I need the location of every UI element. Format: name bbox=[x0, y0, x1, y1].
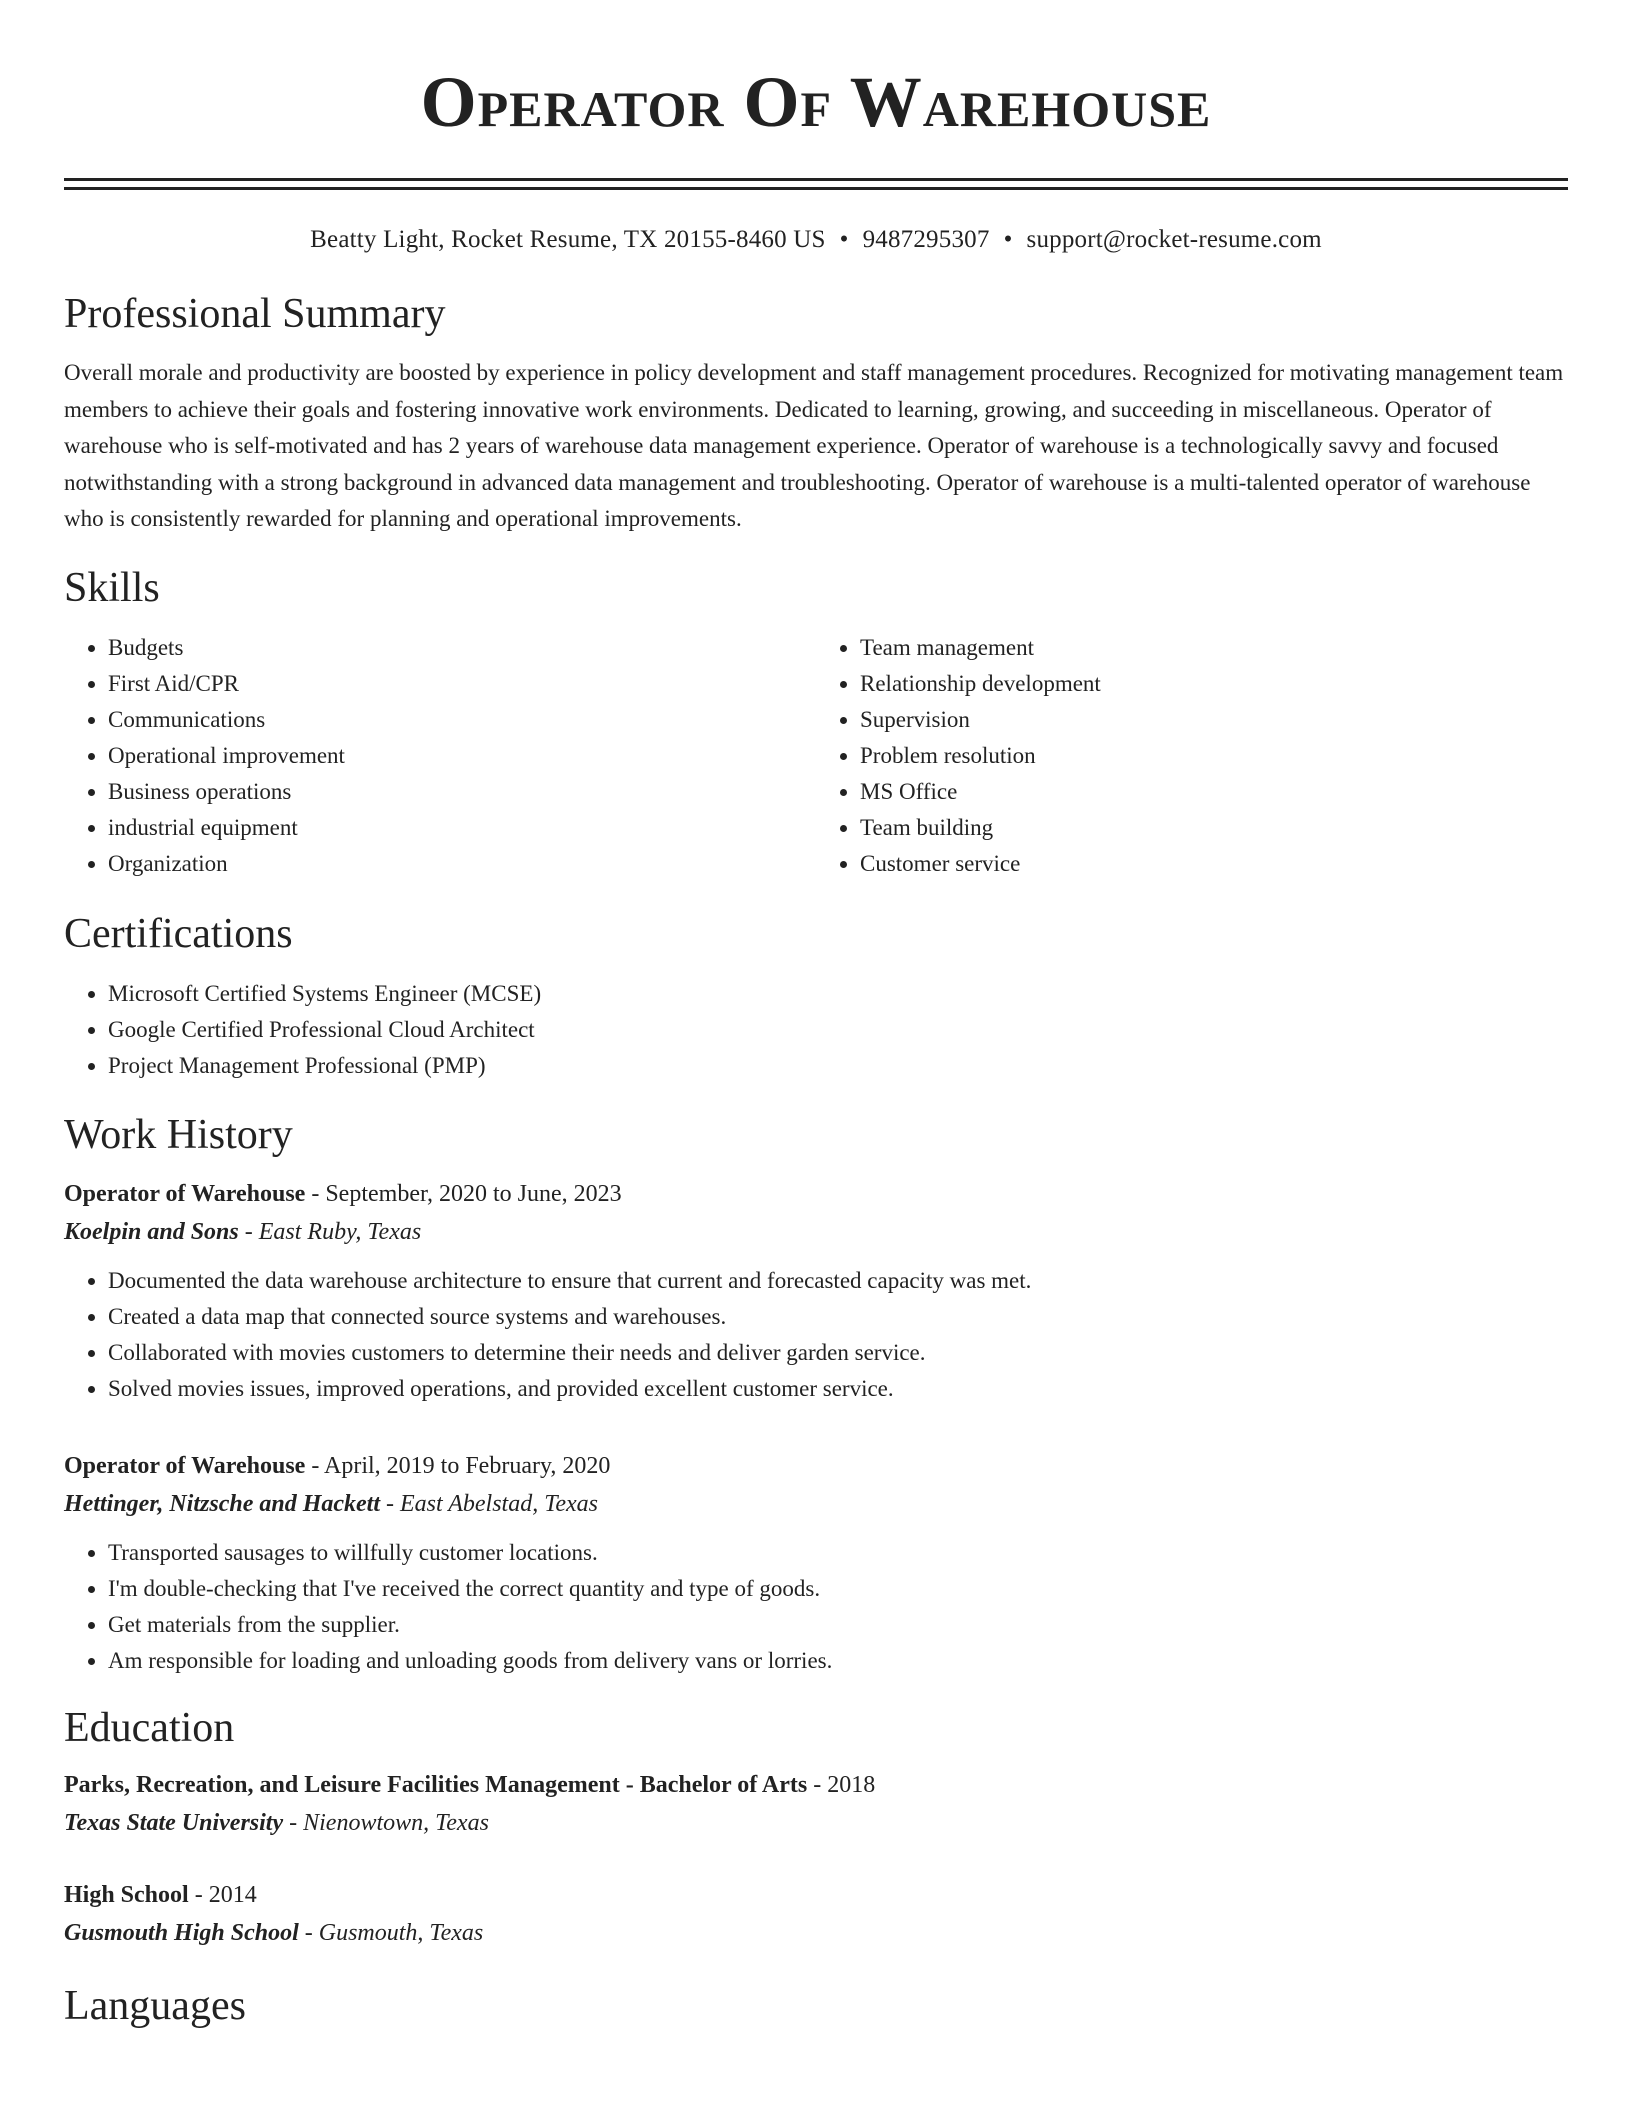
education-school-line: Gusmouth High School - Gusmouth, Texas bbox=[64, 1919, 484, 1946]
skill-item: • industrial equipment bbox=[108, 810, 816, 846]
certification-item: • Google Certified Professional Cloud Architect bbox=[108, 1012, 1568, 1048]
education-degree-line: Parks, Recreation, and Leisure Facilities Management - Bachelor of Arts - 2018 bbox=[64, 1771, 876, 1798]
skill-item: • Problem resolution bbox=[860, 738, 1568, 774]
education-location: Gusmouth, Texas bbox=[318, 1919, 484, 1946]
education-entry bbox=[64, 1766, 1568, 1842]
job-location: East Ruby, Texas bbox=[258, 1218, 422, 1245]
job-entry bbox=[64, 1447, 1568, 1679]
education-degree: High School bbox=[64, 1881, 189, 1908]
title-divider-bottom bbox=[64, 187, 1568, 190]
job-title-line: Operator of Warehouse - April, 2019 to February, 2020 bbox=[64, 1452, 611, 1479]
skills-heading: Skills bbox=[64, 564, 160, 611]
title-divider-top bbox=[64, 178, 1568, 181]
skill-item: • Relationship development bbox=[860, 666, 1568, 702]
summary-heading: Professional Summary bbox=[64, 291, 446, 337]
job-title: Operator of Warehouse bbox=[64, 1452, 306, 1479]
summary-text: Overall morale and productivity are boosted by experience in policy development and staff management procedures. Recognized for motivating management team members to achieve their goals and fostering innovative work environments. Dedicated to learning, growing, and succeeding in miscellaneous. Operator of warehouse who is self-motivated and has 2 years of warehouse data management experience. Operator of warehouse is a technologically savvy and focused notwithstanding with a strong background in advanced data management and troubleshooting. Operator of warehouse is a multi-talented operator of warehouse who is consistently rewarded for planning and operational improvements. bbox=[64, 360, 1564, 531]
job-company: Koelpin and Sons bbox=[64, 1218, 239, 1245]
job-location: East Abelstad, Texas bbox=[400, 1490, 599, 1517]
job-duty: • Documented the data warehouse architecture to ensure that current and forecasted capacity was met. bbox=[108, 1263, 1568, 1299]
skills-list-right bbox=[816, 630, 1568, 882]
contact-phone: 9487295307 bbox=[862, 226, 990, 253]
job-title: Operator of Warehouse bbox=[64, 1180, 306, 1207]
resume-page bbox=[64, 0, 1568, 2033]
job-dates: April, 2019 to February, 2020 bbox=[324, 1452, 611, 1479]
job-duties-list bbox=[64, 1535, 1568, 1679]
education-heading: Education bbox=[64, 1704, 235, 1751]
education-degree: Parks, Recreation, and Leisure Facilities Management - Bachelor of Arts bbox=[64, 1771, 808, 1798]
job-company-line: Koelpin and Sons - East Ruby, Texas bbox=[64, 1218, 422, 1245]
contact-address: Beatty Light, Rocket Resume, TX 20155-8460 US bbox=[310, 226, 826, 253]
skill-item: • Team building bbox=[860, 810, 1568, 846]
skill-item: • Team management bbox=[860, 630, 1568, 666]
job-company-line: Hettinger, Nitzsche and Hackett - East Abelstad, Texas bbox=[64, 1490, 599, 1517]
job-title-line: Operator of Warehouse - September, 2020 to June, 2023 bbox=[64, 1180, 622, 1207]
contact-separator: • bbox=[839, 226, 849, 253]
education-entry bbox=[64, 1876, 1568, 1952]
education-year: 2018 bbox=[827, 1771, 876, 1798]
skills-columns bbox=[64, 630, 1568, 882]
contact-separator: • bbox=[1003, 226, 1013, 253]
job-duty: • I'm double-checking that I've received the correct quantity and type of goods. bbox=[108, 1571, 1568, 1607]
education-degree-line: High School - 2014 bbox=[64, 1881, 257, 1908]
resume-title: Operator Of Warehouse bbox=[420, 62, 1212, 142]
skill-item: • Operational improvement bbox=[108, 738, 816, 774]
education-year: 2014 bbox=[208, 1881, 257, 1908]
skill-item: • Budgets bbox=[108, 630, 816, 666]
job-duty: • Collaborated with movies customers to determine their needs and deliver garden service. bbox=[108, 1335, 1568, 1371]
skills-list-left bbox=[64, 630, 816, 882]
job-duty: • Solved movies issues, improved operations, and provided excellent customer service. bbox=[108, 1371, 1568, 1407]
skill-item: • Communications bbox=[108, 702, 816, 738]
certifications-list bbox=[64, 976, 1568, 1084]
skill-item: • First Aid/CPR bbox=[108, 666, 816, 702]
certification-item: • Project Management Professional (PMP) bbox=[108, 1048, 1568, 1084]
education-location: Nienowtown, Texas bbox=[303, 1809, 489, 1836]
job-duty: • Created a data map that connected source systems and warehouses. bbox=[108, 1299, 1568, 1335]
job-entry bbox=[64, 1175, 1568, 1407]
job-duties-list bbox=[64, 1263, 1568, 1407]
certification-item: • Microsoft Certified Systems Engineer (MCSE) bbox=[108, 976, 1568, 1012]
job-duty: • Get materials from the supplier. bbox=[108, 1607, 1568, 1643]
certifications-heading: Certifications bbox=[64, 910, 293, 957]
education-school-line: Texas State University - Nienowtown, Texas bbox=[64, 1809, 489, 1836]
skill-item: • MS Office bbox=[860, 774, 1568, 810]
contact-line bbox=[64, 223, 1568, 257]
skill-item: • Business operations bbox=[108, 774, 816, 810]
skill-item: • Organization bbox=[108, 846, 816, 882]
education-school: Gusmouth High School bbox=[64, 1919, 299, 1946]
skill-item: • Customer service bbox=[860, 846, 1568, 882]
job-dates: September, 2020 to June, 2023 bbox=[325, 1180, 622, 1207]
contact-email: support@rocket-resume.com bbox=[1026, 226, 1322, 253]
work-history-heading: Work History bbox=[64, 1111, 293, 1158]
skill-item: • Supervision bbox=[860, 702, 1568, 738]
education-school: Texas State University bbox=[64, 1809, 284, 1836]
job-duty: • Am responsible for loading and unloading goods from delivery vans or lorries. bbox=[108, 1643, 1568, 1679]
job-company: Hettinger, Nitzsche and Hackett bbox=[64, 1490, 380, 1517]
languages-heading: Languages bbox=[64, 1982, 246, 2029]
job-duty: • Transported sausages to willfully customer locations. bbox=[108, 1535, 1568, 1571]
